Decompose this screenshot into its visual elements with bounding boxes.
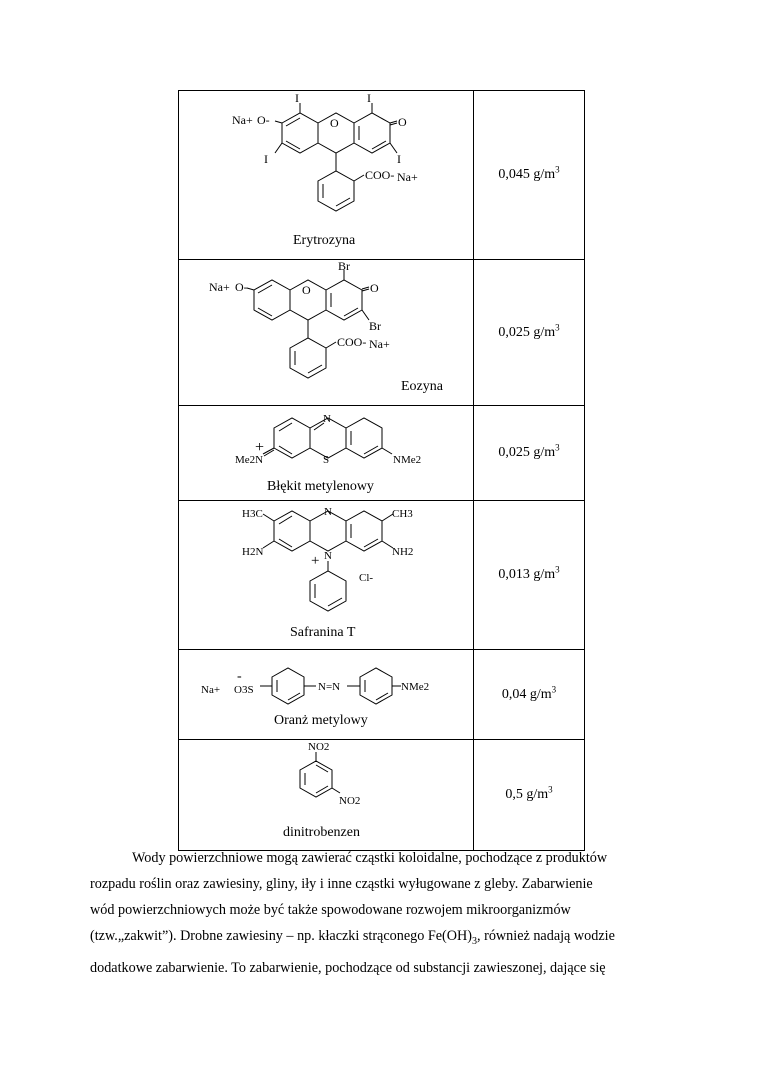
dye-name: Erytrozyna [293,233,356,248]
sulfonate-label: O3S [234,684,254,696]
oxygen-label: O [370,281,379,295]
positive-charge-label: + [255,439,265,456]
concentration-cell [474,406,585,501]
iodo-label: I [367,91,371,105]
iodo-label: I [397,152,401,166]
methyl-label: H3C [242,508,263,520]
dye-name: Błękit metylenowy [267,479,374,494]
iodo-label: I [295,91,299,105]
structure-cell [179,260,474,406]
concentration-cell [474,91,585,260]
table-row [179,91,585,260]
amino-label: H2N [242,546,264,558]
table-row [179,740,585,851]
structure-cell [179,406,474,501]
table-row [179,501,585,650]
sodium-label: Na+ [369,337,390,351]
azo-label: N=N [318,681,341,693]
concentration-cell [474,650,585,740]
structure-cell [179,740,474,851]
chloride-label: Cl- [359,572,374,584]
nitrogen-label: N [324,506,332,518]
amino-label: NH2 [392,546,414,558]
negative-charge-label: - [237,669,242,684]
dye-name: Oranż metylowy [274,713,368,728]
paragraph-line: (tzw.„zakwit”). Drobne zawiesiny – np. kłaczki strąconego $Fe(OH)_3$, również nadają wodzie [90,928,615,947]
oxygen-label: O [398,115,407,129]
table-row [179,260,585,406]
dye-name: dinitrobenzen [283,825,360,840]
table-row [179,650,585,740]
bromo-label: Br [338,260,350,273]
paragraph-line: dodatkowe zabarwienie. To zabarwienie, pochodzące od substancji zawieszonej, dające się [90,959,606,976]
structure-cell [179,650,474,740]
paragraph-line: wód powierzchniowych może być także spowodowane rozwojem mikroorganizmów [90,902,571,918]
carboxylate-label: COO- [365,168,395,182]
oxide-label: O- [257,113,270,127]
concentration-value: 0,045 $g/m^3$ [498,164,560,182]
table-row [179,406,585,501]
nitro-label: NO2 [308,741,330,753]
oxygen-label: O [330,116,339,130]
carboxylate-label: COO- [337,335,367,349]
sodium-label: Na+ [201,684,221,696]
concentration-cell [474,740,585,851]
concentration-value: 0,04 $g/m^3$ [501,683,557,702]
dye-table [178,90,585,851]
dye-name: Safranina T [290,625,356,640]
concentration-value: 0,025 $g/m^3$ [498,321,560,340]
paragraph-line: rozpadu roślin oraz zawiesiny, gliny, iły i inne cząstki wyługowane z gleby. Zabarwienie [90,876,593,892]
sodium-label: Na+ [209,280,230,294]
paragraph-line: Wody powierzchniowe mogą zawierać cząstki koloidalne, pochodzące z produktów [132,850,608,866]
concentration-value: 0,5 $g/m^3$ [505,784,553,802]
dimethylamino-label: NMe2 [393,454,422,466]
sulfur-label: S [323,454,330,466]
positive-charge-label: + [311,553,320,569]
nitro-label: NO2 [339,795,361,807]
dimethylamino-label: Me2N [235,454,264,466]
structure-cell [179,91,474,260]
oxygen-label: O [302,283,311,297]
dimethylamino-label: NMe2 [401,681,430,693]
iodo-label: I [264,152,268,166]
concentration-cell [474,260,585,406]
bromo-label: Br [369,319,381,333]
oxide-label: O- [235,280,248,294]
structure-cell [179,501,474,650]
methyl-label: CH3 [392,508,413,520]
concentration-value: 0,013 $g/m^3$ [498,564,560,582]
concentration-cell [474,501,585,650]
body-paragraph [90,845,670,981]
sodium-label: Na+ [397,170,418,184]
sodium-label: Na+ [232,113,253,127]
nitrogen-label: N [324,550,332,562]
concentration-value: 0,025 $g/m^3$ [498,442,560,460]
nitrogen-label: N [323,413,331,425]
dye-name: Eozyna [401,379,443,394]
